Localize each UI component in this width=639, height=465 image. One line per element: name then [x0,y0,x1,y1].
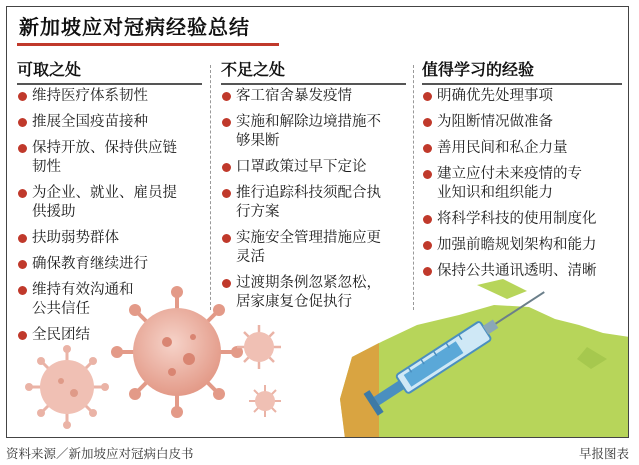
bullet-icon [423,215,432,224]
list-item: 口罩政策过早下定论 [221,158,411,177]
list-item: 推行追踪科技须配合执 行方案 [221,184,411,222]
virus-icon-small [237,325,281,369]
list-item: 维持医疗体系韧性 [17,87,207,106]
list-item: 扶助弱势群体 [17,229,207,248]
bullet-icon [222,234,231,243]
virus-icon-tiny [249,385,281,417]
credit-note: 早报图表 [578,446,629,461]
list-item: 维持有效沟通和 公共信任 [17,281,207,319]
list-item: 确保教育继续进行 [17,255,207,274]
lessons-list [422,87,627,281]
page-title: 新加坡应对冠病经验总结 [19,15,250,39]
list-item: 实施安全管理措施应更 灵活 [221,229,411,267]
column-heading: 不足之处 [221,60,286,79]
list-item: 将科学科技的使用制度化 [422,210,627,229]
bullet-icon [222,118,231,127]
list-item: 实施和解除边境措施不 够果断 [221,113,411,151]
column-shortcomings [221,59,411,319]
bullet-icon [423,118,432,127]
list-item: 明确优先处理事项 [422,87,627,106]
bullet-icon [222,92,231,101]
column-strengths [17,59,207,352]
bullet-icon [18,331,27,340]
bullet-icon [18,144,27,153]
bullet-icon [222,163,231,172]
bullet-icon [423,92,432,101]
bullet-icon [18,260,27,269]
list-item: 客工宿舍暴发疫情 [221,87,411,106]
column-separator [413,65,414,310]
bullet-icon [18,92,27,101]
infographic-frame [6,6,629,438]
strengths-list [17,87,207,345]
column-heading: 可取之处 [17,60,82,79]
list-item: 加强前瞻规划架构和能力 [422,236,627,255]
bullet-icon [423,241,432,250]
source-note: 资料来源／新加坡应对冠病白皮书 [6,446,194,461]
list-item: 建立应付未来疫情的专 业知识和组织能力 [422,165,627,203]
bullet-icon [423,267,432,276]
list-item: 保持开放、保持供应链 韧性 [17,139,207,177]
bullet-icon [18,118,27,127]
shortcomings-list [221,87,411,312]
column-heading: 值得学习的经验 [422,60,535,79]
list-item: 为阻断情况做准备 [422,113,627,132]
list-item: 过渡期条例忽紧忽松， 居家康复仓促执行 [221,274,411,312]
virus-icon-left [25,345,109,429]
column-lessons [422,59,627,288]
list-item: 全民团结 [17,326,207,345]
list-item: 为企业、就业、雇员提 供援助 [17,184,207,222]
list-item: 推展全国疫苗接种 [17,113,207,132]
bullet-icon [222,189,231,198]
bullet-icon [222,279,231,288]
list-item: 善用民间和私企力量 [422,139,627,158]
bullet-icon [18,286,27,295]
title-underline [17,43,279,46]
bullet-icon [423,170,432,179]
column-separator [210,65,211,310]
list-item: 保持公共通讯透明、清晰 [422,262,627,281]
bullet-icon [423,144,432,153]
bullet-icon [18,234,27,243]
bullet-icon [18,189,27,198]
